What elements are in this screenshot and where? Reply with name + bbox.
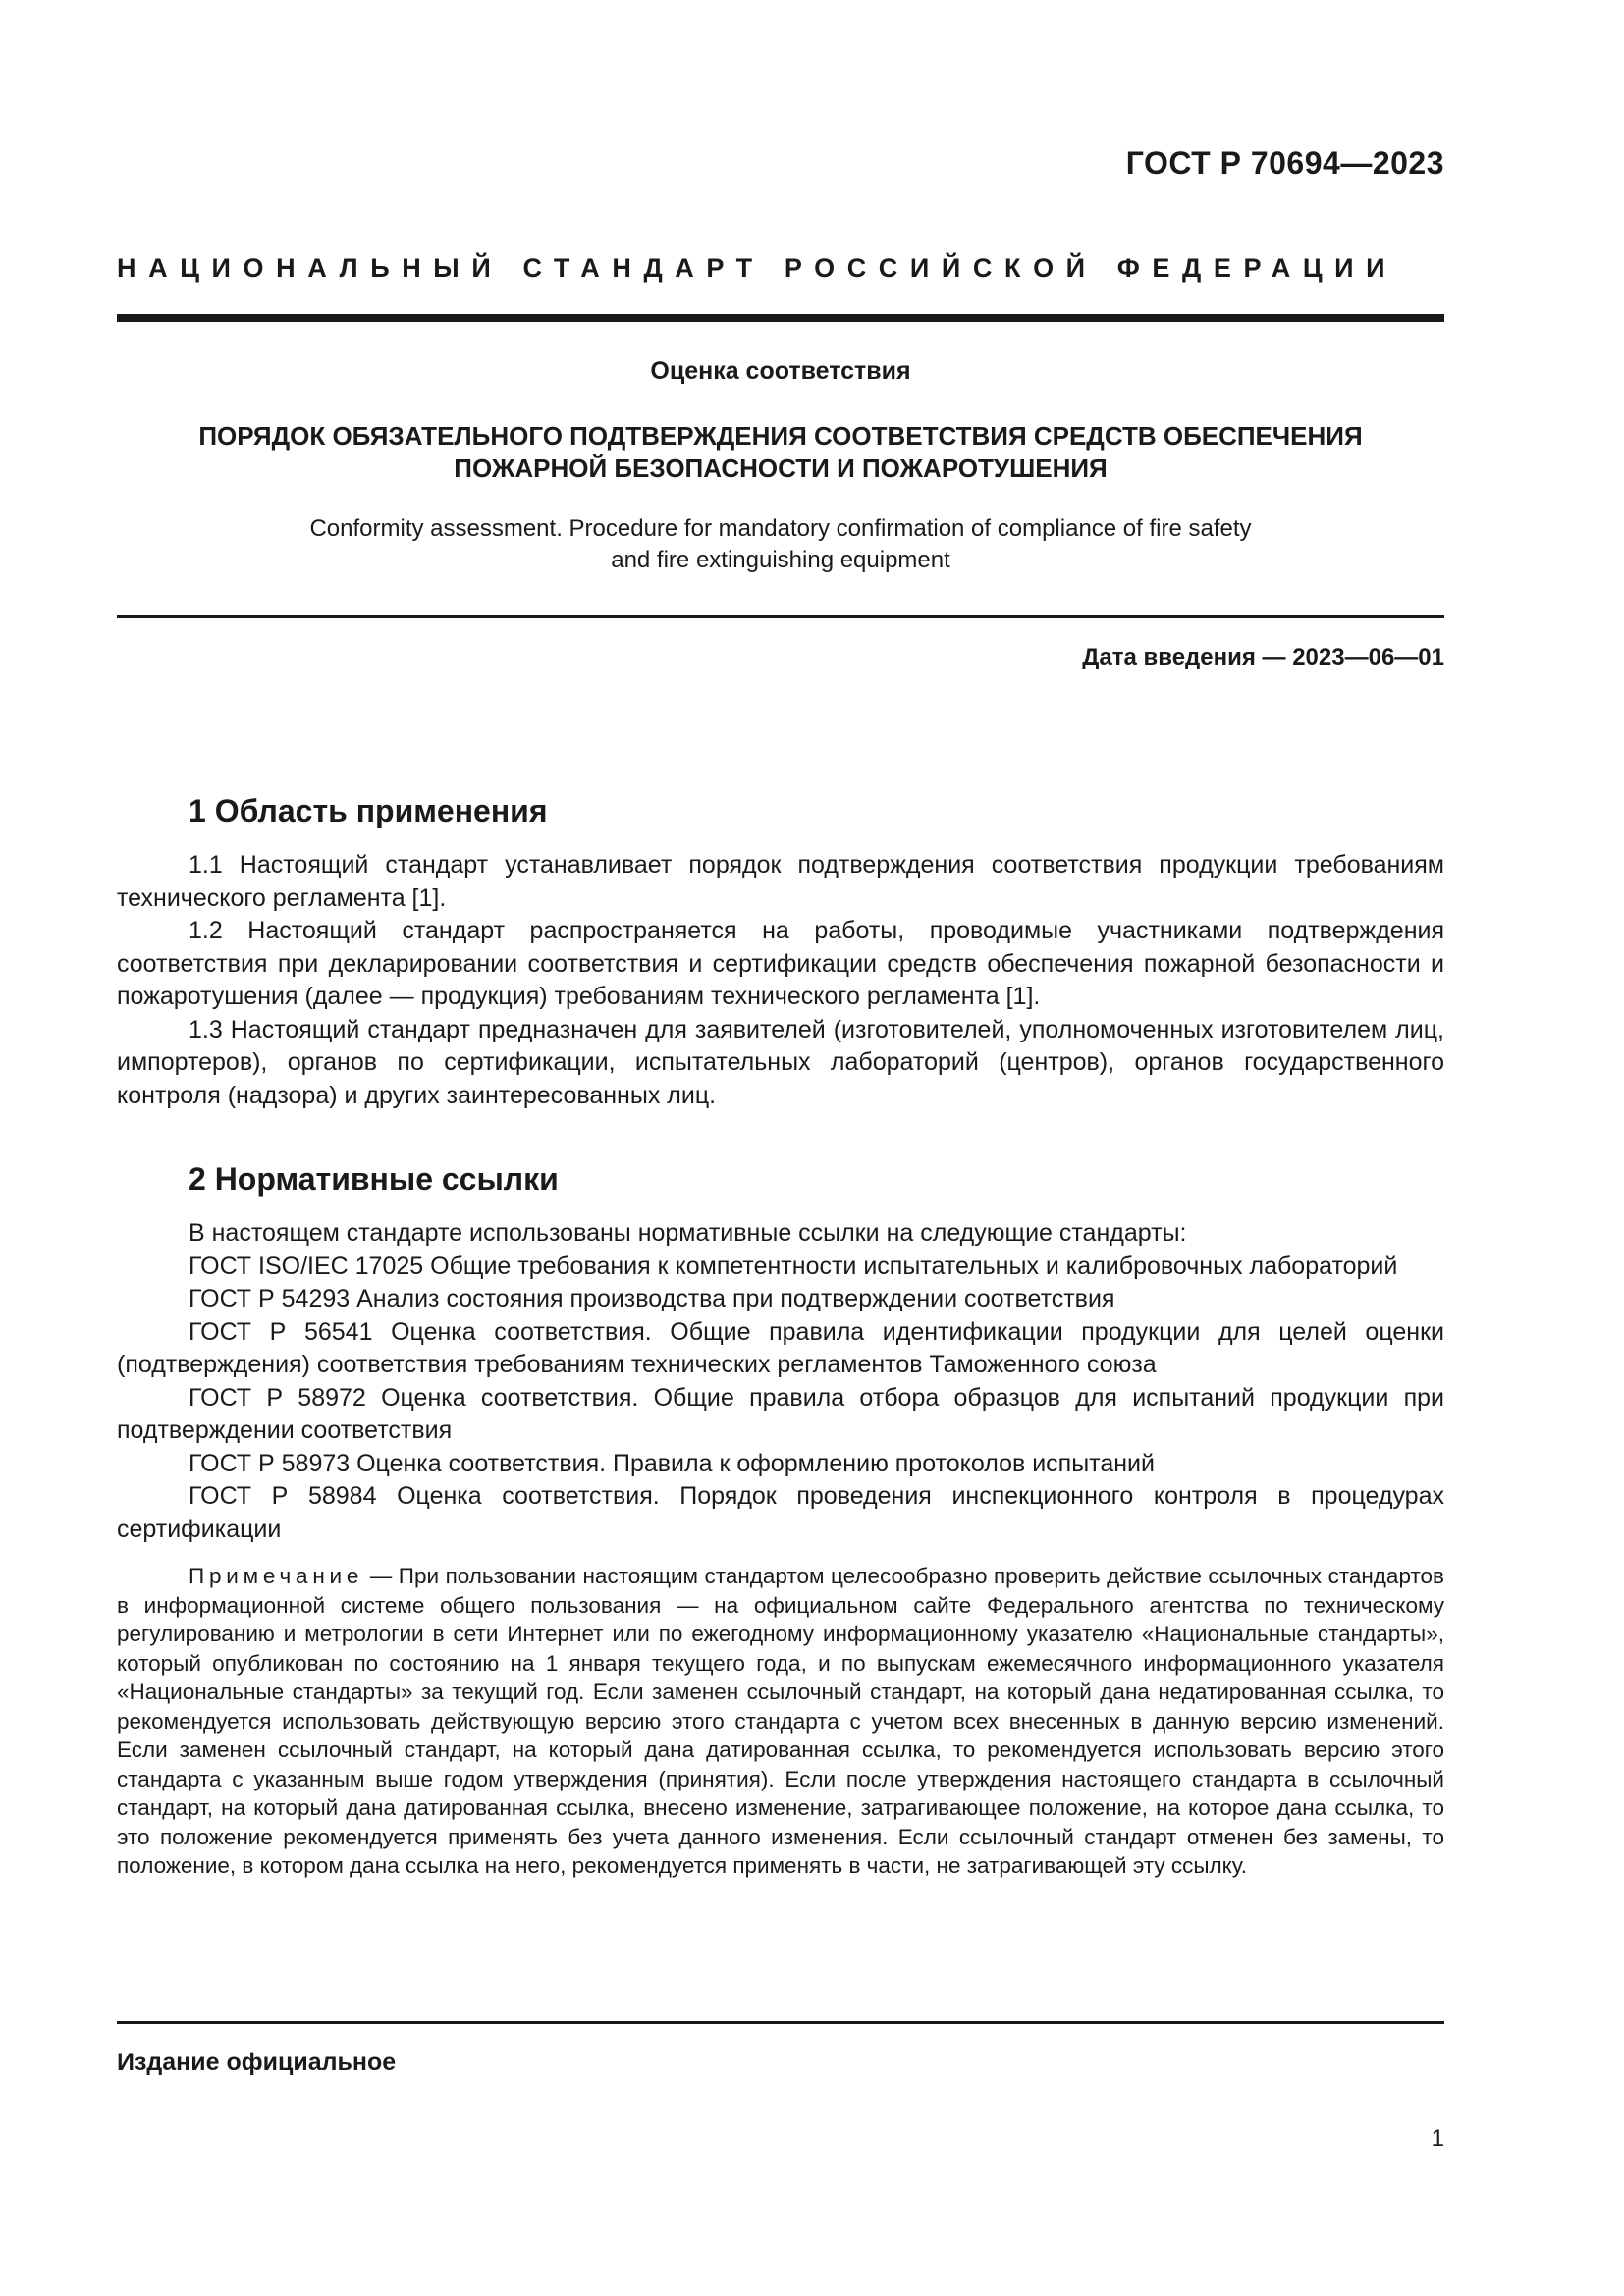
- footer-divider: [117, 2021, 1444, 2024]
- note-label: Примечание: [189, 1564, 364, 1588]
- reference-item: ГОСТ Р 56541 Оценка соответствия. Общие правила идентификации продукции для целей оценки (подтверждения) соответствия требованиям технических регламентов Таможенного союза: [117, 1317, 1444, 1378]
- reference-item: ГОСТ Р 58984 Оценка соответствия. Порядок проведения инспекционного контроля в процедурах сертификации: [117, 1482, 1444, 1543]
- reference-item: ГОСТ ISO/IEC 17025 Общие требования к компетентности испытательных и калибровочных лабораторий: [189, 1252, 1398, 1280]
- reference-item: ГОСТ Р 58972 Оценка соответствия. Общие правила отбора образцов для испытаний продукции при подтверждении соответствия: [117, 1383, 1444, 1444]
- national-standard-title: НАЦИОНАЛЬНЫЙ СТАНДАРТ РОССИЙСКОЙ ФЕДЕРАЦИИ: [117, 253, 1398, 283]
- document-code: ГОСТ Р 70694—2023: [1125, 145, 1444, 181]
- section-heading: 2 Нормативные ссылки: [189, 1161, 559, 1197]
- official-edition-label: Издание официальное: [117, 2049, 397, 2076]
- header-divider: [117, 314, 1444, 322]
- introduction-date: Дата введения — 2023—06—01: [1082, 644, 1444, 670]
- document-page: [117, 0, 1444, 2296]
- section-scope: [117, 793, 1444, 1112]
- main-title-line: ПОЖАРНОЙ БЕЗОПАСНОСТИ И ПОЖАРОТУШЕНИЯ: [454, 454, 1108, 483]
- english-title-line: and fire extinguishing equipment: [611, 547, 950, 573]
- main-title: [117, 420, 1444, 485]
- reference-item: ГОСТ Р 54293 Анализ состояния производства при подтверждении соответствия: [189, 1285, 1115, 1312]
- title-divider: [117, 615, 1444, 618]
- english-title-line: Conformity assessment. Procedure for mandatory confirmation of compliance of fire safety: [309, 515, 1252, 542]
- paragraph: 1.2 Настоящий стандарт распространяется на работы, проводимые участниками подтверждения соответствия при декларировании соответствия и сертификации средств обеспечения пожарной безопасности и пожаротушения (далее — продукция) требованиям технического регламента [1].: [117, 917, 1444, 1010]
- section-heading: 1 Область применения: [189, 793, 548, 828]
- paragraph: 1.3 Настоящий стандарт предназначен для заявителей (изготовителей, уполномоченных изготовителем лиц, импортеров), органов по сертификации, испытательных лабораторий (центров), органов государственного контроля (надзора) и других заинтересованных лиц.: [117, 1015, 1444, 1109]
- english-title: [117, 513, 1444, 576]
- paragraph: 1.1 Настоящий стандарт устанавливает порядок подтверждения соответствия продукции требованиям технического регламента [1].: [117, 851, 1444, 912]
- reference-item: ГОСТ Р 58973 Оценка соответствия. Правила к оформлению протоколов испытаний: [189, 1449, 1155, 1477]
- section-normative-references: [117, 1161, 1444, 1881]
- subject-title: Оценка соответствия: [650, 357, 911, 385]
- main-title-line: ПОРЯДОК ОБЯЗАТЕЛЬНОГО ПОДТВЕРЖДЕНИЯ СООТВЕТСТВИЯ СРЕДСТВ ОБЕСПЕЧЕНИЯ: [198, 421, 1363, 451]
- page-number: 1: [1431, 2125, 1444, 2152]
- paragraph: В настоящем стандарте использованы нормативные ссылки на следующие стандарты:: [189, 1219, 1187, 1247]
- note-text: — При пользовании настоящим стандартом целесообразно проверить действие ссылочных стандартов в информационной системе общего пользования — на официальном сайте Федерального агентства по техническому регулированию и метрологии в сети Интернет или по ежегодному информационному указателю «Национальные стандарты», который опубликован по состоянию на 1 января текущего года, и по выпускам ежемесячного информационного указателя «Национальные стандарты» за текущий год. Если заменен ссылочный стандарт, на который дана недатированная ссылка, то рекомендуется использовать действующую версию этого стандарта с учетом всех внесенных в данную версию изменений. Если заменен ссылочный стандарт, на который дана датированная ссылка, то рекомендуется использовать версию этого стандарта с указанным выше годом утверждения (принятия). Если после утверждения настоящего стандарта в ссылочный стандарт, на который дана датированная ссылка, внесено изменение, затрагивающее положение, на которое дана ссылка, то это положение рекомендуется применять без учета данного изменения. Если ссылочный стандарт отменен без замены, то положение, в котором дана ссылка на него, рекомендуется применять в части, не затрагивающей эту ссылку.: [117, 1564, 1444, 1878]
- note: [117, 1562, 1444, 1881]
